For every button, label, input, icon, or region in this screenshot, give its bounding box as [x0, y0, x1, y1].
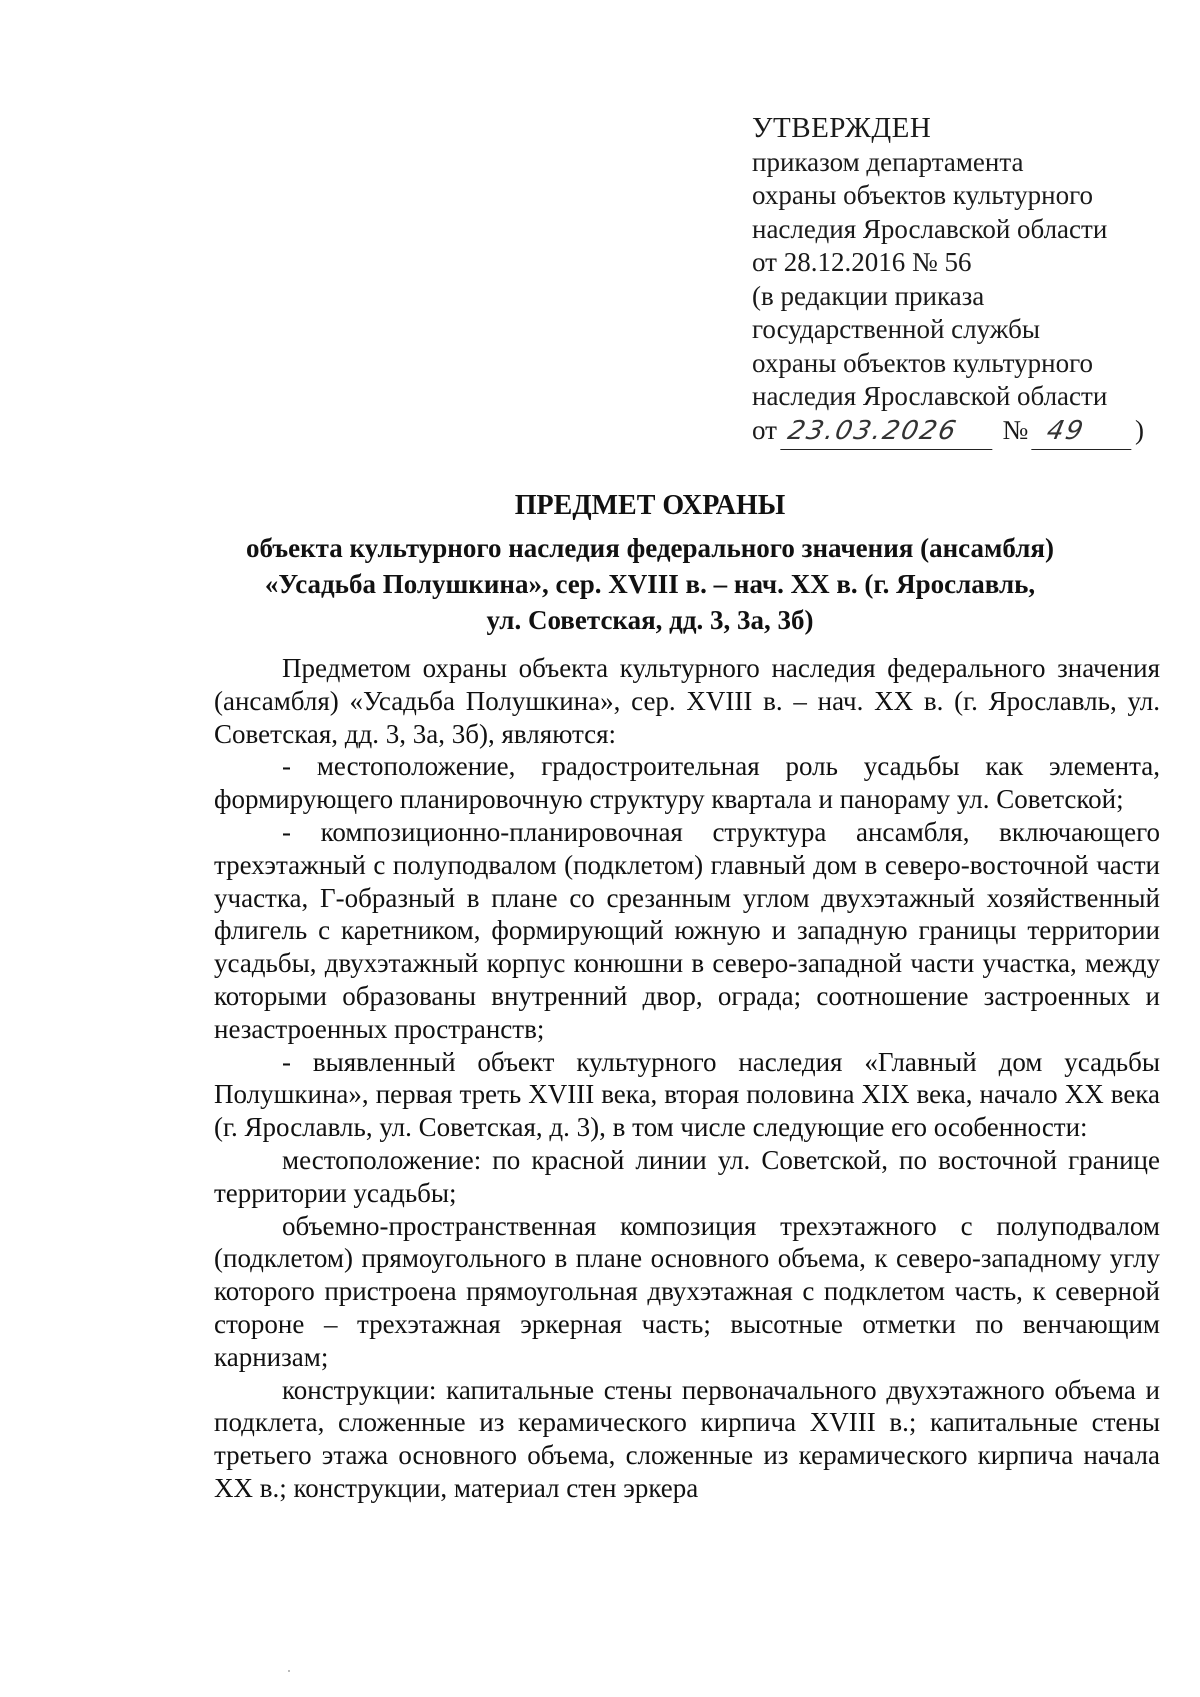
approval-line: приказом департамента [752, 146, 1024, 177]
document-body [214, 652, 1160, 1505]
approval-line: охраны объектов культурного [752, 347, 1093, 378]
handwritten-date: 23.03.2026 [780, 415, 999, 450]
title-line: «Усадьба Полушкина», сер. XVIII в. – нач. XX в. (г. Ярославль, [264, 569, 1036, 599]
page-title: ПРЕДМЕТ ОХРАНЫ [514, 490, 786, 521]
approval-line: наследия Ярославской области [752, 381, 1108, 411]
title-line: ул. Советская, дд. 3, 3а, 3б) [486, 605, 814, 635]
date-prefix: от [752, 414, 777, 445]
body-paragraph: конструкции: капитальные стены первоначального двухэтажного объема и подклета, сложенные из керамического кирпича XVIII в.; капитальные стены третьего этажа основного объема, сложенные из керамического кирпича начала XX в.; конструкции, материал стен эркера [214, 1374, 1160, 1503]
approval-stamp-block [752, 112, 1172, 449]
approval-line: (в редакции приказа [752, 280, 985, 311]
approved-label: УТВЕРЖДЕН [752, 112, 932, 144]
body-paragraph: местоположение: по красной линии ул. Советской, по восточной границе территории усадьбы; [214, 1144, 1160, 1208]
body-paragraph: - выявленный объект культурного наследия «Главный дом усадьбы Полушкина», первая треть XVIII века, вторая половина XIX века, начало XX века (г. Ярославль, ул. Советская, д. 3), в том числе следующие его особенности: [214, 1046, 1160, 1143]
approval-line: от 28.12.2016 № 56 [752, 247, 972, 277]
scan-speck [288, 1670, 290, 1672]
body-paragraph: объемно-пространственная композиция трехэтажного с полуподвалом (подклетом) прямоугольного в плане основного объема, к северо-западному углу которого пристроена прямоугольная двухэтажная с подклетом часть, к северной стороне – трехэтажная эркерная часть; высотные отметки по венчающим карнизам; [214, 1210, 1160, 1372]
body-paragraph: Предметом охраны объекта культурного наследия федерального значения (ансамбля) «Усадьба Полушкина», сер. XVIII в. – нач. XX в. (г. Ярославль, ул. Советская, дд. 3, 3а, 3б), являются: [214, 653, 1160, 749]
title-line: объекта культурного наследия федерального значения (ансамбля) [246, 533, 1054, 563]
approval-date-line [752, 414, 1172, 450]
body-paragraph: - композиционно-планировочная структура ансамбля, включающего трехэтажный с полуподвалом (подклетом) главный дом в северо-восточной части участка, Г-образный в плане со срезанным углом двухэтажный хозяйственный флигель с каретником, формирующий южную и западную границы территории усадьбы, двухэтажный корпус конюшни в северо-западной части участка, между которыми образованы внутренний двор, ограда; соотношение застроенных и незастроенных пространств; [214, 816, 1160, 1044]
handwritten-number: 49 [1031, 415, 1138, 450]
number-sign: № [1002, 414, 1029, 445]
body-paragraph: - местоположение, градостроительная роль усадьбы как элемента, формирующего планировочную структуру квартала и панораму ул. Советской; [214, 751, 1160, 815]
closing-paren: ) [1134, 414, 1144, 445]
approval-line: государственной службы [752, 314, 1040, 344]
approval-line: охраны объектов культурного [752, 180, 1093, 210]
document-title-block [150, 488, 1150, 638]
approval-line: наследия Ярославской области [752, 213, 1108, 244]
